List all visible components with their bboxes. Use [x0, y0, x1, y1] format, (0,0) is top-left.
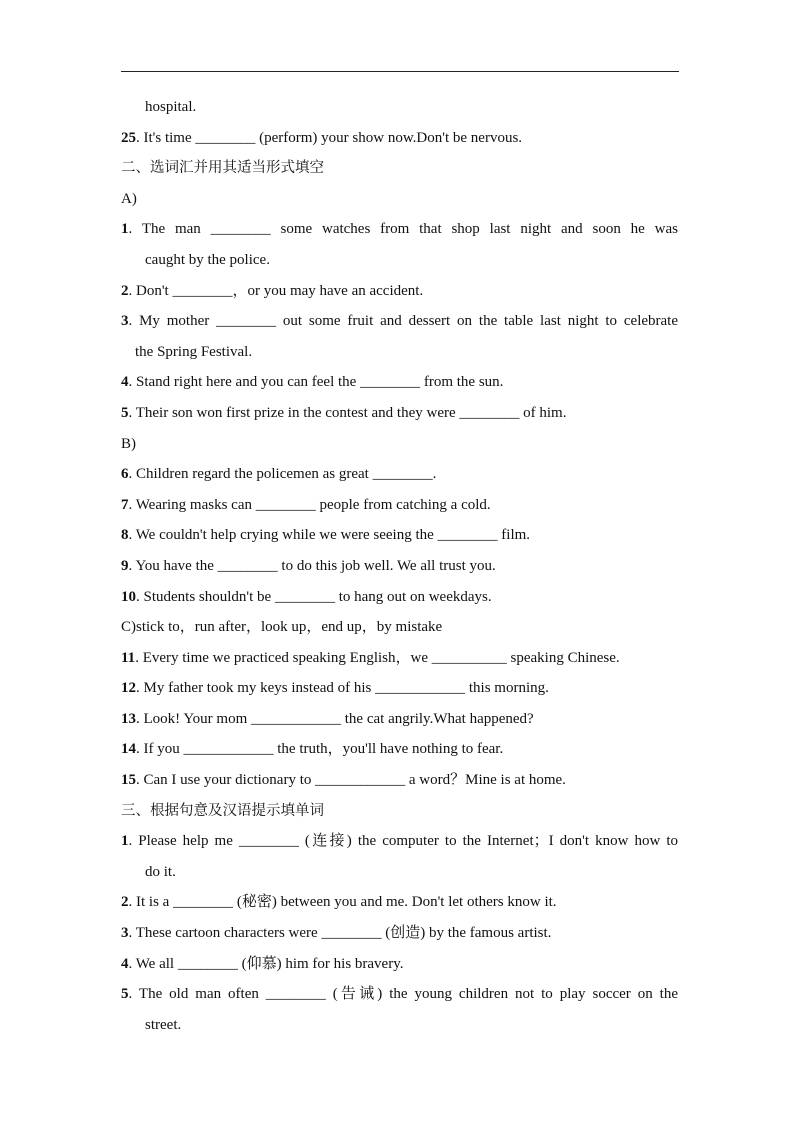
- question-text: . Wearing masks can ________ people from catching a cold.: [128, 496, 491, 513]
- subsection-label-c: C)stick to，run after，look up，end up，by mistake: [121, 619, 443, 636]
- question-number: 8: [121, 527, 129, 544]
- question-text: . Don't ________，or you may have an accident.: [128, 282, 424, 299]
- question-number: 2: [121, 894, 129, 911]
- question-text: . The man ________ some watches from that shop last night and soon he was: [128, 221, 678, 238]
- question-c14: [121, 734, 678, 765]
- subsection-label-b: B): [121, 435, 136, 452]
- text-line: [121, 337, 678, 368]
- question-text: . You have the ________ to do this job well. We all trust you.: [128, 557, 496, 574]
- question-b9: [121, 551, 678, 582]
- question-text: . Children regard the policemen as great ________.: [128, 466, 437, 483]
- question-3-3: [121, 918, 678, 949]
- section-heading-3: 三、根据句意及汉语提示填单词: [121, 802, 324, 819]
- question-c12: [121, 673, 678, 704]
- question-text: . We all ________ (仰慕) him for his bravery.: [128, 955, 404, 972]
- section-heading-2: 二、选词汇并用其适当形式填空: [121, 160, 324, 177]
- question-c15: [121, 765, 678, 796]
- question-number: 7: [121, 496, 129, 513]
- question-c13: [121, 704, 678, 735]
- question-b6: [121, 459, 678, 490]
- question-text: . We couldn't help crying while we were seeing the ________ film.: [128, 527, 531, 544]
- text-line: [121, 92, 678, 123]
- text-line: [121, 1010, 678, 1041]
- text-line: [121, 857, 678, 888]
- question-a1: [121, 214, 678, 245]
- subsection-label-a: A): [121, 190, 137, 207]
- worksheet-body: [121, 92, 678, 1040]
- question-text: . Please help me ________ (连接) the computer to the Internet；I don't know how to: [128, 833, 678, 850]
- question-a5: [121, 398, 678, 429]
- text-line: [121, 245, 678, 276]
- question-number: 1: [121, 221, 129, 238]
- question-a3: [121, 306, 678, 337]
- question-number: 25: [121, 129, 136, 146]
- question-c11: [121, 643, 678, 674]
- question-number: 4: [121, 374, 129, 391]
- question-number: 9: [121, 557, 129, 574]
- question-3-2: [121, 887, 678, 918]
- header-rule: [121, 71, 679, 72]
- line-text: do it.: [145, 863, 176, 880]
- question-number: 3: [121, 313, 129, 330]
- question-number: 15: [121, 772, 136, 789]
- question-number: 12: [121, 680, 136, 697]
- question-text: . Can I use your dictionary to ____________ a word？Mine is at home.: [136, 772, 566, 789]
- question-b7: [121, 490, 678, 521]
- question-number: 6: [121, 466, 129, 483]
- question-text: . The old man often ________ (告诫) the young children not to play soccer on the: [128, 986, 678, 1003]
- question-number: 5: [121, 986, 129, 1003]
- line-text: caught by the police.: [145, 251, 270, 268]
- question-text: . Look! Your mom ____________ the cat angrily.What happened?: [136, 710, 534, 727]
- question-25: [121, 123, 678, 154]
- question-text: . If you ____________ the truth，you'll have nothing to fear.: [136, 741, 504, 758]
- question-number: 5: [121, 404, 129, 421]
- line-text: street.: [145, 1016, 182, 1033]
- question-text: . These cartoon characters were ________ (创造) by the famous artist.: [128, 925, 552, 942]
- question-text: . Every time we practiced speaking English，we __________ speaking Chinese.: [135, 649, 620, 666]
- question-a4: [121, 367, 678, 398]
- question-3-1: [121, 826, 678, 857]
- question-number: 1: [121, 833, 129, 850]
- question-text: . Stand right here and you can feel the ________ from the sun.: [128, 374, 504, 391]
- question-number: 14: [121, 741, 136, 758]
- question-3-5: [121, 979, 678, 1010]
- question-number: 13: [121, 710, 136, 727]
- question-text: . It is a ________ (秘密) between you and me. Don't let others know it.: [128, 894, 557, 911]
- question-number: 2: [121, 282, 129, 299]
- question-number: 11: [121, 649, 136, 666]
- line-text: the Spring Festival.: [135, 343, 253, 360]
- question-text: . Students shouldn't be ________ to hang out on weekdays.: [136, 588, 492, 605]
- question-text: . Their son won first prize in the contest and they were ________ of him.: [128, 404, 567, 421]
- question-b8: [121, 520, 678, 551]
- question-b10: [121, 582, 678, 613]
- question-text: . My father took my keys instead of his ____________ this morning.: [136, 680, 549, 697]
- question-number: 4: [121, 955, 129, 972]
- question-a2: [121, 276, 678, 307]
- question-text: . My mother ________ out some fruit and dessert on the table last night to celebrate: [128, 313, 678, 330]
- question-text: . It's time ________ (perform) your show now.Don't be nervous.: [136, 129, 523, 146]
- question-3-4: [121, 949, 678, 980]
- line-text: hospital.: [145, 99, 197, 115]
- question-number: 10: [121, 588, 136, 605]
- question-number: 3: [121, 925, 129, 942]
